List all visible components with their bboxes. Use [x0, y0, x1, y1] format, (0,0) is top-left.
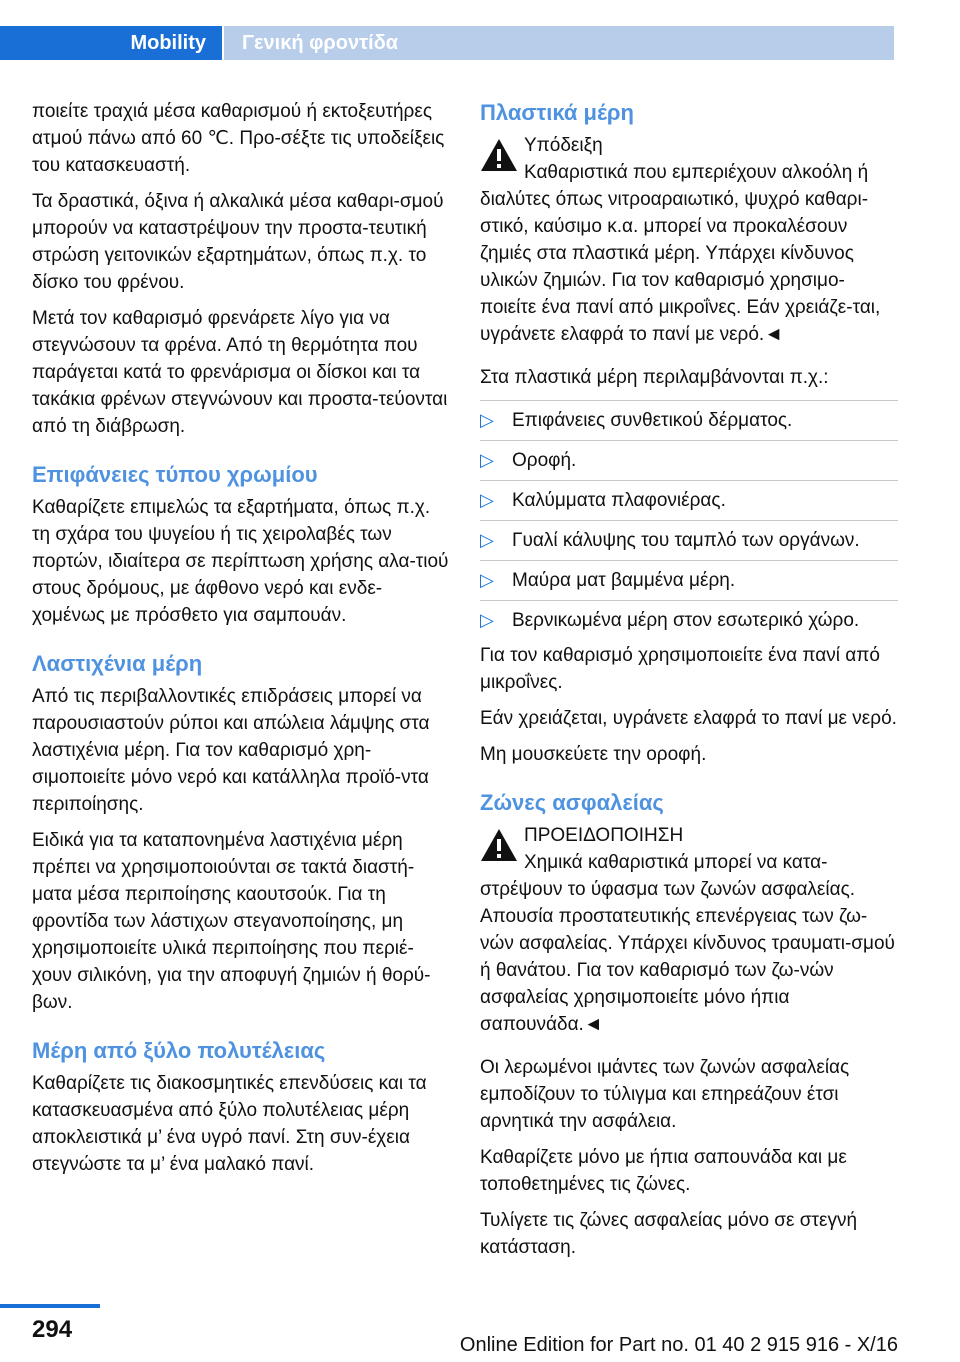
warning-title: ΠΡΟΕΙΔΟΠΟΙΗΣΗ	[524, 825, 684, 846]
paragraph: Εάν χρειάζεται, υγράνετε ελαφρά το πανί με νερό.	[480, 708, 897, 729]
section-heading-rubber: Λαστιχένια μέρη	[32, 651, 203, 676]
list-item	[480, 440, 898, 480]
note-body: Καθαριστικά που εμπεριέχουν αλκοόλη ή διαλύτες όπως νιτροαραιωτικό, ψυχρό καθαρι‐στικό, καύσιμο κ.α. μπορεί να προκαλέσουν ζημιές στα πλαστικά μέρη. Υπάρχει κίνδυνος υλικών ζημιών. Για τον καθαρισμό χρησιμο‐ποιείτε ένα πανί από μικροΐνες. Εάν χρειάζε‐ται, υγράνετε ελαφρά το πανί με νερό.◄	[480, 162, 881, 345]
page-header	[0, 0, 960, 64]
note-title: Υπόδειξη	[524, 135, 603, 156]
right-column	[480, 98, 898, 1270]
plastic-parts-list	[480, 400, 898, 640]
paragraph: Οι λερωμένοι ιμάντες των ζωνών ασφαλείας εμποδίζουν το τύλιγμα και επηρεάζουν έτσι αρνητικά την ασφάλεια.	[480, 1057, 850, 1132]
paragraph: Ειδικά για τα καταπονημένα λαστιχένια μέρη πρέπει να χρησιμοποιούνται σε τακτά διαστή‐ματα μέσα περιποίησης καουτσούκ. Για τη φροντίδα των λάστιχων στεγανοποίησης, μη χρησιμοποιείτε υλικά περιποίησης που περιέ‐χουν σιλικόνη, για την αποφυγή ζημιών ή θορύ‐βων.	[32, 830, 431, 1013]
list-item-text: Βερνικωμένα μέρη στον εσωτερικό χώρο.	[512, 610, 860, 631]
paragraph: Τυλίγετε τις ζώνες ασφαλείας μόνο σε στεγνή κατάσταση.	[480, 1210, 858, 1258]
note-box	[480, 132, 898, 348]
list-item	[480, 600, 898, 640]
list-item	[480, 520, 898, 560]
triangle-bullet-icon: ▷	[480, 570, 494, 590]
section-heading-plastic: Πλαστικά μέρη	[480, 100, 634, 125]
paragraph: Από τις περιβαλλοντικές επιδράσεις μπορεί να παρουσιαστούν ρύποι και απώλεια λάμψης στα λαστιχένια μέρη. Για τον καθαρισμό χρη‐σιμοποιείτε μόνο νερό και κατάλληλα προϊό‐ντα περιποίησης.	[32, 686, 430, 815]
warning-body: Χημικά καθαριστικά μπορεί να κατα‐στρέψουν το ύφασμα των ζωνών ασφαλείας. Απουσία προστατευτικής επενέργειας των ζω‐νών ασφαλείας. Υπάρχει κίνδυνος τραυματι‐σμού ή θανάτου. Για τον καθαρισμό των ζω‐νών ασφαλείας χρησιμοποιείτε μόνο ήπια σαπουνάδα.◄	[480, 852, 895, 1035]
paragraph: Τα δραστικά, όξινα ή αλκαλικά μέσα καθαρι‐σμού μπορούν να καταστρέψουν την προστα‐τευτική στρώση γειτονικών εξαρτημάτων, όπως π.χ. το δίσκο του φρένου.	[32, 191, 444, 293]
list-item	[480, 400, 898, 440]
warning-triangle-icon	[480, 828, 518, 862]
triangle-bullet-icon: ▷	[480, 410, 494, 430]
footer-accent-line	[0, 1304, 100, 1308]
left-column	[32, 98, 450, 1187]
page-number: 294	[32, 1316, 73, 1343]
tab-mobility[interactable]: Mobility	[0, 26, 222, 60]
list-item-text: Γυαλί κάλυψης του ταμπλό των οργάνων.	[512, 530, 860, 551]
warning-triangle-icon	[480, 138, 518, 172]
tab-general-care[interactable]: Γενική φροντίδα	[224, 26, 894, 60]
section-heading-wood: Μέρη από ξύλο πολυτέλειας	[32, 1038, 326, 1063]
paragraph: Στα πλαστικά μέρη περιλαμβάνονται π.χ.:	[480, 367, 829, 388]
paragraph: Καθαρίζετε επιμελώς τα εξαρτήματα, όπως π.χ. τη σχάρα του ψυγείου ή τις χειρολαβές των πορτών, ιδιαίτερα σε περίπτωση χρήσης αλα‐τιού στους δρόμους, με άφθονο νερό και ενδε‐χομένως με πρόσθετο για σαμπουάν.	[32, 497, 449, 626]
list-item-text: Μαύρα ματ βαμμένα μέρη.	[512, 570, 736, 591]
paragraph: Καθαρίζετε μόνο με ήπια σαπουνάδα και με τοποθετημένες τις ζώνες.	[480, 1147, 847, 1195]
triangle-bullet-icon: ▷	[480, 490, 494, 510]
paragraph: Μετά τον καθαρισμό φρενάρετε λίγο για να στεγνώσουν τα φρένα. Από τη θερμότητα που παράγεται κατά το φρενάρισμα οι δίσκοι και τα τακάκια φρένων στεγνώνουν και προστα‐τεύονται από τη διάβρωση.	[32, 308, 448, 437]
list-item	[480, 560, 898, 600]
paragraph: Καθαρίζετε τις διακοσμητικές επενδύσεις και τα κατασκευασμένα από ξύλο πολυτέλειας μέρη αποκλειστικά μ’ ένα υγρό πανί. Στη συν‐έχεια στεγνώστε τα μ’ ένα μαλακό πανί.	[32, 1073, 427, 1175]
paragraph: Για τον καθαρισμό χρησιμοποιείτε ένα πανί από μικροΐνες.	[480, 645, 880, 693]
paragraph: Μη μουσκεύετε την οροφή.	[480, 744, 707, 765]
triangle-bullet-icon: ▷	[480, 610, 494, 630]
triangle-bullet-icon: ▷	[480, 450, 494, 470]
list-item-text: Επιφάνειες συνθετικού δέρματος.	[512, 410, 793, 431]
list-item-text: Καλύμματα πλαφονιέρας.	[512, 490, 726, 511]
section-heading-seat-belts: Ζώνες ασφαλείας	[480, 790, 664, 815]
paragraph: ποιείτε τραχιά μέσα καθαρισμού ή εκτοξευτήρες ατμού πάνω από 60 ℃. Προ‐σέξτε τις υποδείξεις του κατασκευαστή.	[32, 101, 445, 176]
triangle-bullet-icon: ▷	[480, 530, 494, 550]
list-item-text: Οροφή.	[512, 450, 577, 471]
warning-box	[480, 822, 898, 1038]
edition-footer: Online Edition for Part no. 01 40 2 915 916 - X/16	[459, 1334, 898, 1356]
list-item	[480, 480, 898, 520]
section-heading-chrome: Επιφάνειες τύπου χρωμίου	[32, 462, 318, 487]
